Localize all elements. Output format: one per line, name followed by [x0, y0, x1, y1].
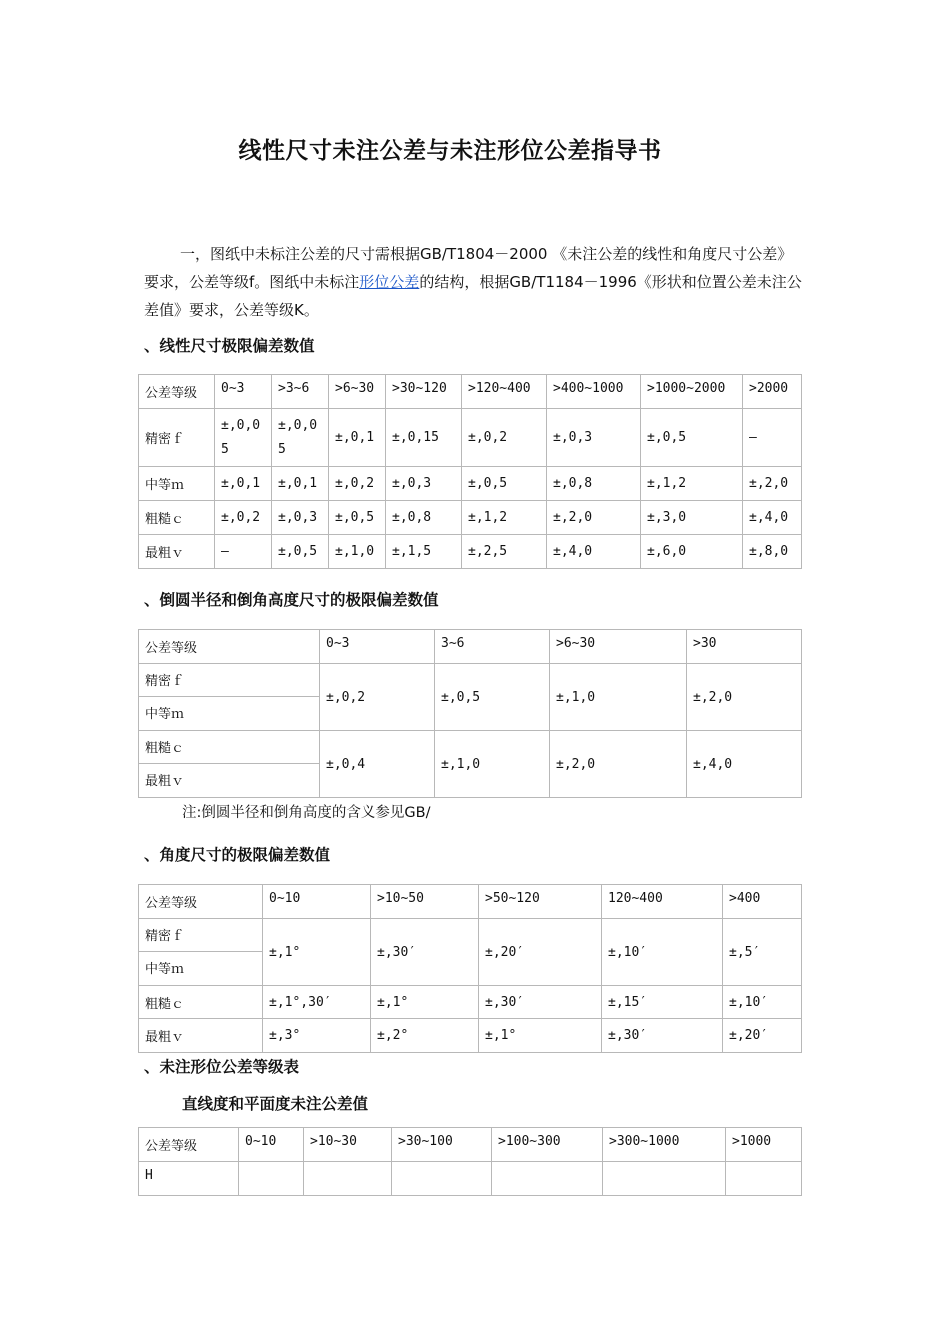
value-cell: ±,1,0: [435, 731, 550, 798]
table-row: [139, 731, 802, 764]
value-cell: ±,0,5: [641, 409, 743, 467]
value-cell: ±,30′: [371, 919, 479, 986]
value-cell: ±,3,0: [641, 501, 743, 535]
value-cell: ±,0,3: [547, 409, 641, 467]
value-cell: [392, 1162, 492, 1196]
value-cell: —: [215, 535, 272, 569]
table-row: [139, 1162, 802, 1196]
grade-cell: 中等ｍ: [139, 697, 320, 731]
value-cell: [492, 1162, 603, 1196]
value-cell: ±,0,1: [215, 467, 272, 501]
table-row: [139, 1019, 802, 1053]
section-heading-angle: 、角度尺寸的极限偏差数值: [144, 846, 331, 864]
value-cell: ±,0,1: [272, 467, 329, 501]
value-cell: ±,4,0: [687, 731, 802, 798]
value-cell: ±,0,3: [386, 467, 462, 501]
grade-cell: 最粗ｖ: [139, 764, 320, 798]
value-cell: ±,1,0: [550, 664, 687, 731]
section-heading-chamfer: 、倒圆半径和倒角高度尺寸的极限偏差数值: [144, 591, 439, 609]
header-cell: 3~6: [435, 630, 550, 664]
value-cell: —: [743, 409, 802, 467]
header-cell: >50~120: [479, 885, 602, 919]
header-cell: >400: [723, 885, 802, 919]
grade-cell: 粗糙ｃ: [139, 986, 263, 1019]
value-cell: ±,30′: [479, 986, 602, 1019]
header-cell: 0~3: [215, 375, 272, 409]
grade-cell: 精密ｆ: [139, 409, 215, 467]
value-cell: ±,2,0: [547, 501, 641, 535]
value-cell: ±,0,3: [272, 501, 329, 535]
value-cell: ±,2°: [371, 1019, 479, 1053]
straightness-tolerance-table: [138, 1127, 802, 1196]
value-cell: ±,1,2: [462, 501, 547, 535]
subheading-straightness: 直线度和平面度未注公差值: [182, 1095, 369, 1113]
value-cell: ±,1,5: [386, 535, 462, 569]
grade-cell: H: [139, 1162, 239, 1196]
value-cell: ±,5′: [723, 919, 802, 986]
table-header-row: [139, 1128, 802, 1162]
table-row: [139, 535, 802, 569]
intro-text-2: 的结构，根据GB/T1184－1996《形状和位置公差未注公差值》要求，公差等级K。: [144, 273, 802, 319]
header-cell: >120~400: [462, 375, 547, 409]
value-cell: ±,0,2: [329, 467, 386, 501]
header-cell: 0~3: [320, 630, 435, 664]
value-cell: ±,0,15: [386, 409, 462, 467]
value-cell: ±,1°: [479, 1019, 602, 1053]
linear-tolerance-table: [138, 374, 802, 569]
table-header-row: [139, 375, 802, 409]
angle-tolerance-table: [138, 884, 802, 1053]
header-cell: 公差等级: [139, 885, 263, 919]
value-cell: ±,0,2: [462, 409, 547, 467]
value-cell: ±,1,0: [329, 535, 386, 569]
value-cell: ±,15′: [602, 986, 723, 1019]
header-cell: 公差等级: [139, 630, 320, 664]
value-cell: ±,0,8: [386, 501, 462, 535]
table-header-row: [139, 630, 802, 664]
value-cell: ±,0,2: [215, 501, 272, 535]
grade-cell: 粗糙ｃ: [139, 731, 320, 764]
header-cell: >400~1000: [547, 375, 641, 409]
tolerance-link[interactable]: 形位公差: [359, 273, 420, 291]
table-header-row: [139, 885, 802, 919]
value-cell: ±,0,4: [320, 731, 435, 798]
header-cell: 0~10: [263, 885, 371, 919]
value-cell: ±,2,5: [462, 535, 547, 569]
value-cell: [603, 1162, 726, 1196]
intro-paragraph: [144, 240, 804, 324]
value-cell: ±,20′: [479, 919, 602, 986]
table-row: [139, 664, 802, 697]
grade-cell: 中等ｍ: [139, 952, 263, 986]
value-cell: [304, 1162, 392, 1196]
document-title: 线性尺寸未注公差与未注形位公差指导书: [238, 138, 662, 164]
chamfer-note: 注:倒圆半径和倒角高度的含义参见GB/: [182, 805, 431, 821]
value-cell: ±,10′: [723, 986, 802, 1019]
header-cell: 公差等级: [139, 1128, 239, 1162]
grade-cell: 最粗ｖ: [139, 1019, 263, 1053]
grade-cell: 粗糙ｃ: [139, 501, 215, 535]
section-heading-linear: 、线性尺寸极限偏差数值: [144, 337, 315, 355]
header-cell: >1000: [726, 1128, 802, 1162]
table-row: [139, 986, 802, 1019]
value-cell: ±,0,05: [215, 409, 272, 467]
value-cell: [726, 1162, 802, 1196]
header-cell: 120~400: [602, 885, 723, 919]
table-row: [139, 467, 802, 501]
value-cell: ±,6,0: [641, 535, 743, 569]
header-cell: >30: [687, 630, 802, 664]
value-cell: ±,30′: [602, 1019, 723, 1053]
value-cell: ±,8,0: [743, 535, 802, 569]
value-cell: ±,10′: [602, 919, 723, 986]
table-row: [139, 919, 802, 952]
header-cell: >300~1000: [603, 1128, 726, 1162]
value-cell: ±,3°: [263, 1019, 371, 1053]
grade-cell: 中等ｍ: [139, 467, 215, 501]
grade-cell: 最粗ｖ: [139, 535, 215, 569]
header-cell: 0~10: [239, 1128, 304, 1162]
value-cell: ±,0,5: [435, 664, 550, 731]
value-cell: ±,2,0: [743, 467, 802, 501]
header-cell: >2000: [743, 375, 802, 409]
value-cell: ±,0,5: [329, 501, 386, 535]
section-heading-form-tolerance: 、未注形位公差等级表: [144, 1058, 300, 1076]
header-cell: >3~6: [272, 375, 329, 409]
table-row: [139, 501, 802, 535]
value-cell: ±,0,1: [329, 409, 386, 467]
value-cell: ±,1°: [263, 919, 371, 986]
value-cell: ±,2,0: [687, 664, 802, 731]
grade-cell: 精密ｆ: [139, 919, 263, 952]
value-cell: ±,2,0: [550, 731, 687, 798]
value-cell: ±,0,05: [272, 409, 329, 467]
header-cell: >10~30: [304, 1128, 392, 1162]
header-cell: 公差等级: [139, 375, 215, 409]
table-row: [139, 409, 802, 467]
value-cell: ±,4,0: [743, 501, 802, 535]
header-cell: >30~100: [392, 1128, 492, 1162]
value-cell: ±,0,8: [547, 467, 641, 501]
header-cell: >6~30: [550, 630, 687, 664]
header-cell: >10~50: [371, 885, 479, 919]
header-cell: >30~120: [386, 375, 462, 409]
value-cell: ±,0,5: [462, 467, 547, 501]
header-cell: >6~30: [329, 375, 386, 409]
value-cell: ±,0,5: [272, 535, 329, 569]
value-cell: [239, 1162, 304, 1196]
value-cell: ±,1°,30′: [263, 986, 371, 1019]
grade-cell: 精密ｆ: [139, 664, 320, 697]
header-cell: >100~300: [492, 1128, 603, 1162]
value-cell: ±,1,2: [641, 467, 743, 501]
value-cell: ±,1°: [371, 986, 479, 1019]
value-cell: ±,4,0: [547, 535, 641, 569]
value-cell: ±,20′: [723, 1019, 802, 1053]
header-cell: >1000~2000: [641, 375, 743, 409]
value-cell: ±,0,2: [320, 664, 435, 731]
intro-text-1: 一，图纸中未标注公差的尺寸需根据GB/T1804－2000 《未注公差的线性和角度尺寸公差》要求，公差等级f。图纸中未标注: [144, 245, 793, 291]
chamfer-tolerance-table: [138, 629, 802, 798]
